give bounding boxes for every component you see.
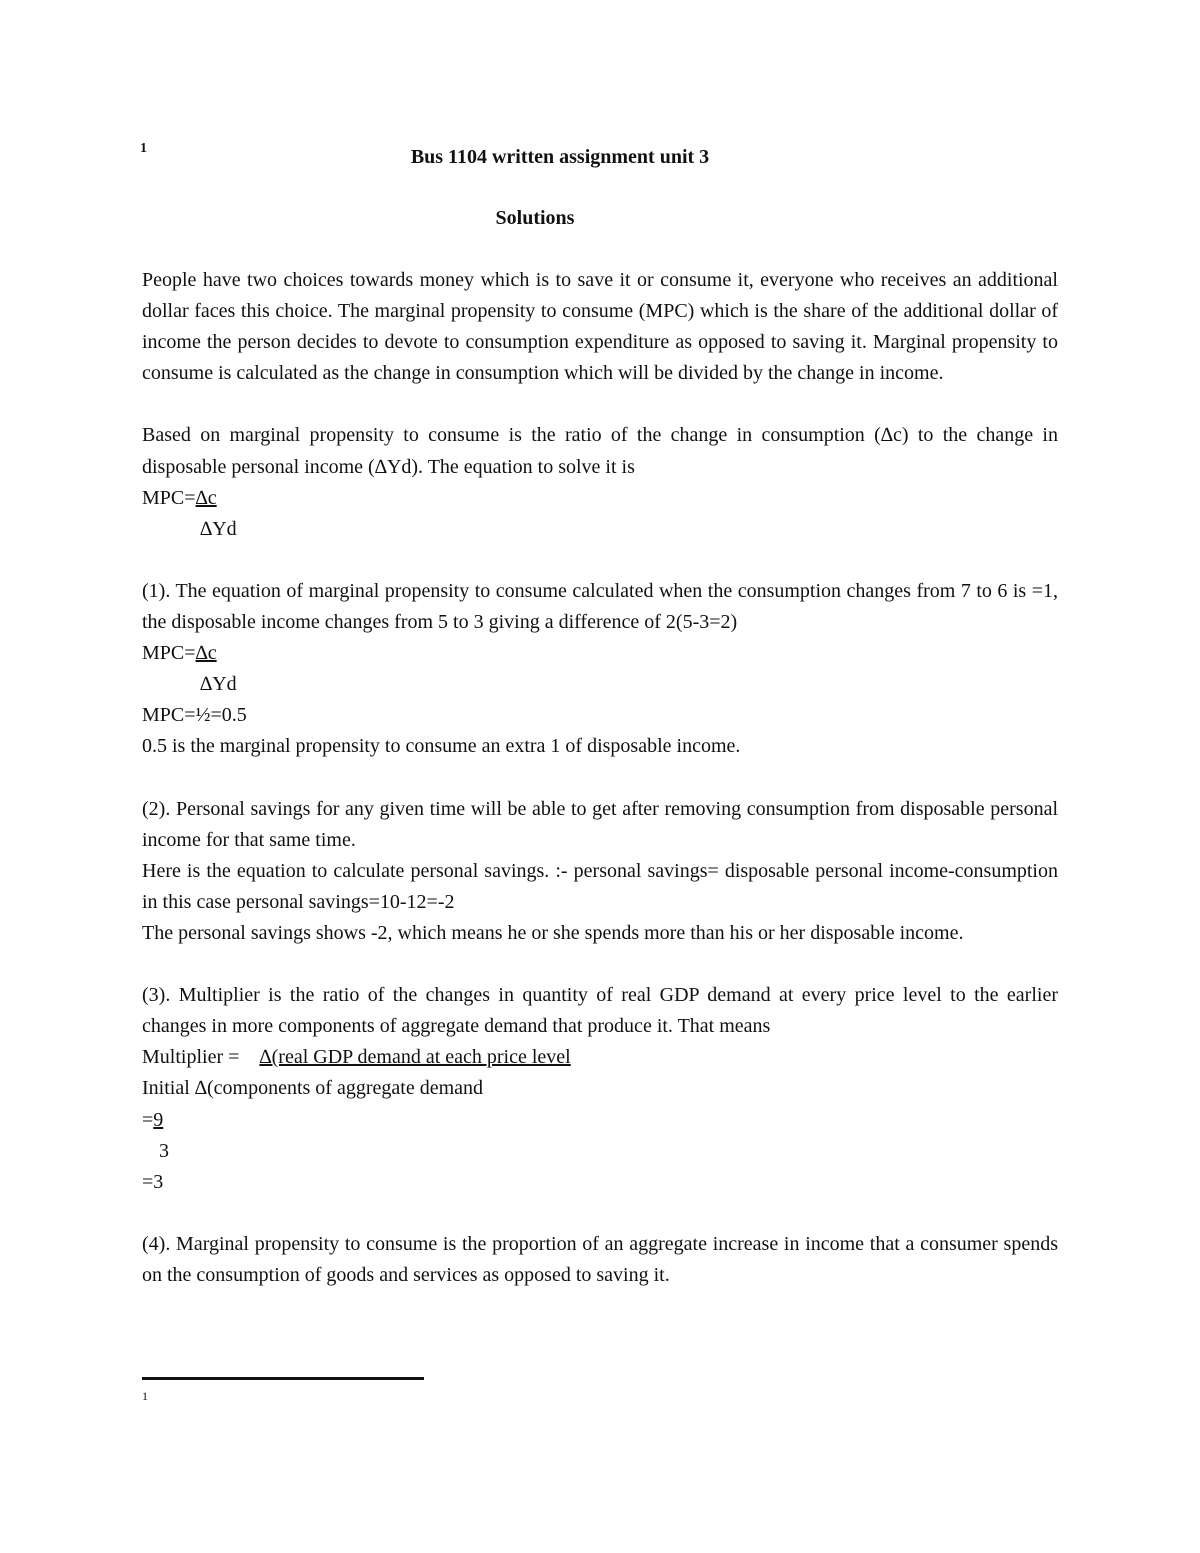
q1-formula-lhs: MPC= — [142, 642, 196, 665]
q4-paragraph: (4). Marginal propensity to consume is the proportion of an aggregate increase in income that a consumer spends on the consumption of goods and services as opposed to saving it. — [142, 1232, 1058, 1286]
document-body — [142, 265, 1058, 1291]
q3-result: =3 — [142, 1170, 164, 1193]
document-subtitle: Solutions — [495, 207, 575, 229]
q2-paragraph: (2). Personal savings for any given time will be able to get after removing consumption from disposable personal income for that same time. — [142, 797, 1058, 851]
q3-calc-line — [142, 1105, 1058, 1136]
q3-paragraph: (3). Multiplier is the ratio of the changes in quantity of real GDP demand at every price level to the earlier changes in more components of aggregate demand that produce it. That means — [142, 984, 1058, 1038]
q2-equation: Here is the equation to calculate personal savings. :- personal savings= disposable personal income-consumption in this case personal savings=10-12=-2 — [142, 859, 1058, 913]
header-footnote-mark: 1 — [140, 141, 147, 156]
intro-paragraph: People have two choices towards money which is to save it or consume it, everyone who receives an additional dollar faces this choice. The marginal propensity to consume (MPC) which is the share of the additional dollar of income the person decides to devote to consumption expenditure as opposed to saving it. Marginal propensity to consume is calculated as the change in consumption which will be divided by the change in income. — [142, 269, 1058, 385]
q3-multiplier-line — [142, 1042, 1058, 1073]
document-title: Bus 1104 written assignment unit 3 — [410, 146, 710, 168]
q1-formula-line — [142, 638, 1058, 669]
q3-multiplier-denominator: Initial ∆(components of aggregate demand — [142, 1077, 484, 1100]
q1-conclusion: 0.5 is the marginal propensity to consume an extra 1 of disposable income. — [142, 735, 741, 758]
q1-formula-numerator: ∆c — [195, 642, 217, 665]
q3-calc-prefix: = — [142, 1108, 154, 1131]
q3-calc-numerator: 9 — [153, 1108, 164, 1131]
q1-formula-denominator: ∆Yd — [200, 673, 237, 696]
q1-paragraph: (1). The equation of marginal propensity to consume calculated when the consumption changes from 7 to 6 is =1, the disposable income changes from 5 to 3 giving a difference of 2(5-3=2) — [142, 579, 1058, 634]
mpc-formula-numerator: ∆c — [195, 486, 217, 509]
mpc-formula-line — [142, 483, 1058, 514]
q2-conclusion: The personal savings shows -2, which means he or she spends more than his or her disposable income. — [142, 921, 964, 944]
q1-result: MPC=½=0.5 — [142, 704, 247, 727]
footnote-separator — [142, 1377, 424, 1380]
mpc-formula-denominator: ∆Yd — [200, 517, 237, 540]
footnote-mark: 1 — [142, 1389, 148, 1403]
basis-paragraph: Based on marginal propensity to consume is the ratio of the change in consumption (∆c) to the change in disposable personal income (∆Yd). The equation to solve it is — [142, 424, 1058, 478]
q3-multiplier-numerator: ∆(real GDP demand at each price level — [259, 1046, 571, 1069]
q3-multiplier-lhs: Multiplier = — [142, 1046, 240, 1069]
mpc-formula-lhs: MPC= — [142, 486, 196, 509]
q3-calc-denominator: 3 — [159, 1139, 169, 1162]
